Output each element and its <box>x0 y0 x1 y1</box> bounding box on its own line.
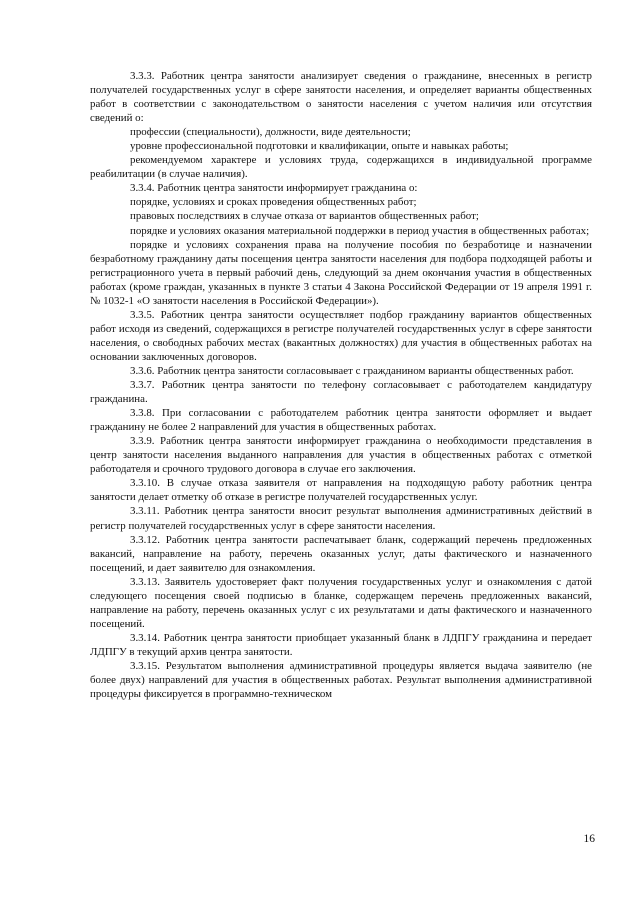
paragraph-3-3-15: 3.3.15. Результатом выполнения административной процедуры является выдача заявителю (не более двух) направлений для участия в общественных работах. Результат выполнения административной процедуры фиксируется в программно-техническом <box>90 659 592 701</box>
document-body <box>90 69 592 701</box>
list-item: уровне профессиональной подготовки и квалификации, опыте и навыках работы; <box>130 140 509 153</box>
list-item: профессии (специальности), должности, виде деятельности; <box>130 126 411 139</box>
paragraph-3-3-4: 3.3.4. Работник центра занятости информирует гражданина о: <box>130 182 418 195</box>
list-item: порядке, условиях и сроках проведения общественных работ; <box>130 196 417 209</box>
paragraph-3-3-8: 3.3.8. При согласовании с работодателем работник центра занятости оформляет и выдает гражданину не более 2 направлений для участия в общественных работах. <box>90 407 592 434</box>
paragraph-3-3-3: 3.3.3. Работник центра занятости анализирует сведения о гражданине, внесенных в регистр получателей государственных услуг в сфере занятости населения, и определяет варианты общественных работ в соответствии с законодательством о занятости населения с учетом наличия или отсутствия сведений о: <box>90 70 592 125</box>
paragraph-3-3-6: 3.3.6. Работник центра занятости согласовывает с гражданином варианты общественных работ. <box>130 364 574 377</box>
paragraph-3-3-10: 3.3.10. В случае отказа заявителя от направления на подходящую работу работник центра занятости делает отметку об отказе в регистре получателей государственных услуг. <box>90 477 592 504</box>
paragraph-3-3-12: 3.3.12. Работник центра занятости распечатывает бланк, содержащий перечень предложенных вакансий, направление на работу, перечень оказанных услуг, даты фактического и назначенного посещений, и дает заявителю для ознакомления. <box>90 533 592 574</box>
page-number: 16 <box>583 833 595 845</box>
paragraph-3-3-14: 3.3.14. Работник центра занятости приобщает указанный бланк в ЛДПГУ гражданина и передает ЛДПГУ в текущий архив центра занятости. <box>90 631 592 658</box>
list-item: порядке и условиях сохранения права на получение пособия по безработице и назначении безработному гражданину даты посещения центра занятости населения для подбора подходящей работы и регистрационного учета в первый рабочий день, следующий за днем окончания участия в общественных работах (кроме граждан, указанных в пункте 3 статьи 4 Закона Российской Федерации от 19 апреля 1991 г. № 1032-1 «О занятости населения в Российской Федерации»). <box>90 238 592 307</box>
paragraph-3-3-9: 3.3.9. Работник центра занятости информирует гражданина о необходимости представления в центр занятости населения выданного направления для участия в общественных работах с отметкой работодателя и срочного трудового договора в случае его заключения. <box>90 435 592 476</box>
paragraph-3-3-7: 3.3.7. Работник центра занятости по телефону согласовывает с работодателем кандидатуру гражданина. <box>90 379 592 406</box>
list-item: порядке и условиях оказания материальной поддержки в период участия в общественных работах; <box>130 224 590 237</box>
paragraph-3-3-5: 3.3.5. Работник центра занятости осуществляет подбор гражданину вариантов общественных работ исходя из сведений, содержащихся в регистре получателей государственных услуг в сфере занятости населения, о свободных рабочих местах (вакантных должностях) для участия в общественных работах на основании заключенных договоров. <box>90 308 592 363</box>
paragraph-3-3-11: 3.3.11. Работник центра занятости вносит результат выполнения административных действий в регистр получателей государственных услуг в сфере занятости населения. <box>90 505 592 532</box>
paragraph-3-3-13: 3.3.13. Заявитель удостоверяет факт получения государственных услуг и ознакомления с датой следующего посещения своей подписью в бланке, содержащем перечень предложенных вакансий, направление на работу, перечень оказанных услуг с их результатами и даты фактического и назначенного посещений. <box>90 575 592 630</box>
list-item: правовых последствиях в случае отказа от вариантов общественных работ; <box>130 210 479 223</box>
list-item: рекомендуемом характере и условиях труда, содержащихся в индивидуальной программе реабилитации (в случае наличия). <box>90 154 592 181</box>
